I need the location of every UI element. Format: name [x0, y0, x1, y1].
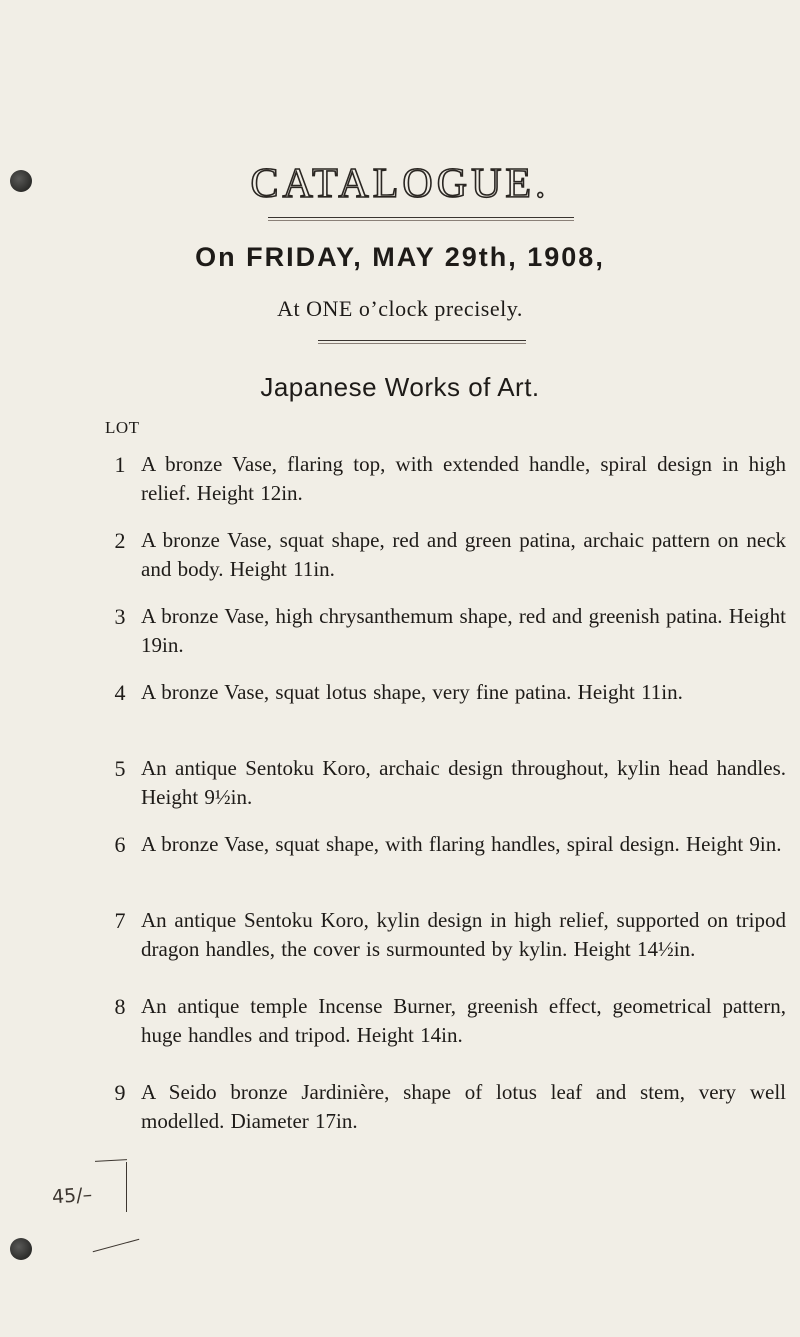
lot-number: 6	[114, 832, 126, 857]
lot-number: 4	[114, 680, 126, 705]
lot-description: A Seido bronze Jardinière, shape of lotus leaf and stem, very well modelled. Diameter 17in.	[141, 1080, 786, 1133]
lot-description: An antique Sentoku Koro, kylin design in high relief, supported on tripod dragon handles, the cover is surmounted by kylin. Height 14½in.	[141, 908, 786, 961]
sale-date: On FRIDAY, MAY 29th, 1908,	[195, 242, 605, 272]
lot-number: 5	[114, 756, 126, 781]
lot-column-heading: LOT	[105, 418, 140, 437]
lot-number: 9	[114, 1080, 126, 1105]
handwritten-mark	[126, 1162, 127, 1212]
title-rule	[268, 220, 574, 221]
lot-description: A bronze Vase, squat lotus shape, very fine patina. Height 11in.	[141, 680, 683, 704]
lot-description: A bronze Vase, squat shape, red and green patina, archaic pattern on neck and body. Height 11in.	[141, 528, 786, 581]
lot-number: 1	[114, 452, 126, 477]
lot-number: 3	[114, 604, 126, 629]
handwritten-price-note: 45/–	[51, 1183, 93, 1209]
lot-description: A bronze Vase, high chrysanthemum shape, red and greenish patina. Height 19in.	[141, 604, 786, 657]
section-rule	[318, 340, 526, 341]
catalogue-title: CATALOGUE.	[250, 161, 550, 207]
lot-number: 2	[114, 528, 126, 553]
lot-description: A bronze Vase, squat shape, with flaring handles, spiral design. Height 9in.	[141, 832, 782, 856]
handwritten-mark	[95, 1159, 127, 1162]
binding-hole	[10, 1238, 32, 1260]
lot-number: 7	[114, 908, 126, 933]
handwritten-mark	[93, 1239, 140, 1252]
section-rule	[318, 343, 526, 344]
title-rule	[268, 217, 574, 218]
lot-description: An antique Sentoku Koro, archaic design throughout, kylin head handles. Height 9½in.	[141, 756, 786, 809]
lot-description: An antique temple Incense Burner, greenish effect, geometrical pattern, huge handles and tripod. Height 14in.	[141, 994, 786, 1047]
section-heading: Japanese Works of Art.	[260, 372, 540, 402]
sale-time: At ONE o’clock precisely.	[277, 296, 523, 321]
lot-number: 8	[114, 994, 126, 1019]
binding-hole	[10, 170, 32, 192]
lot-description: A bronze Vase, flaring top, with extended handle, spiral design in high relief. Height 12in.	[141, 452, 786, 505]
